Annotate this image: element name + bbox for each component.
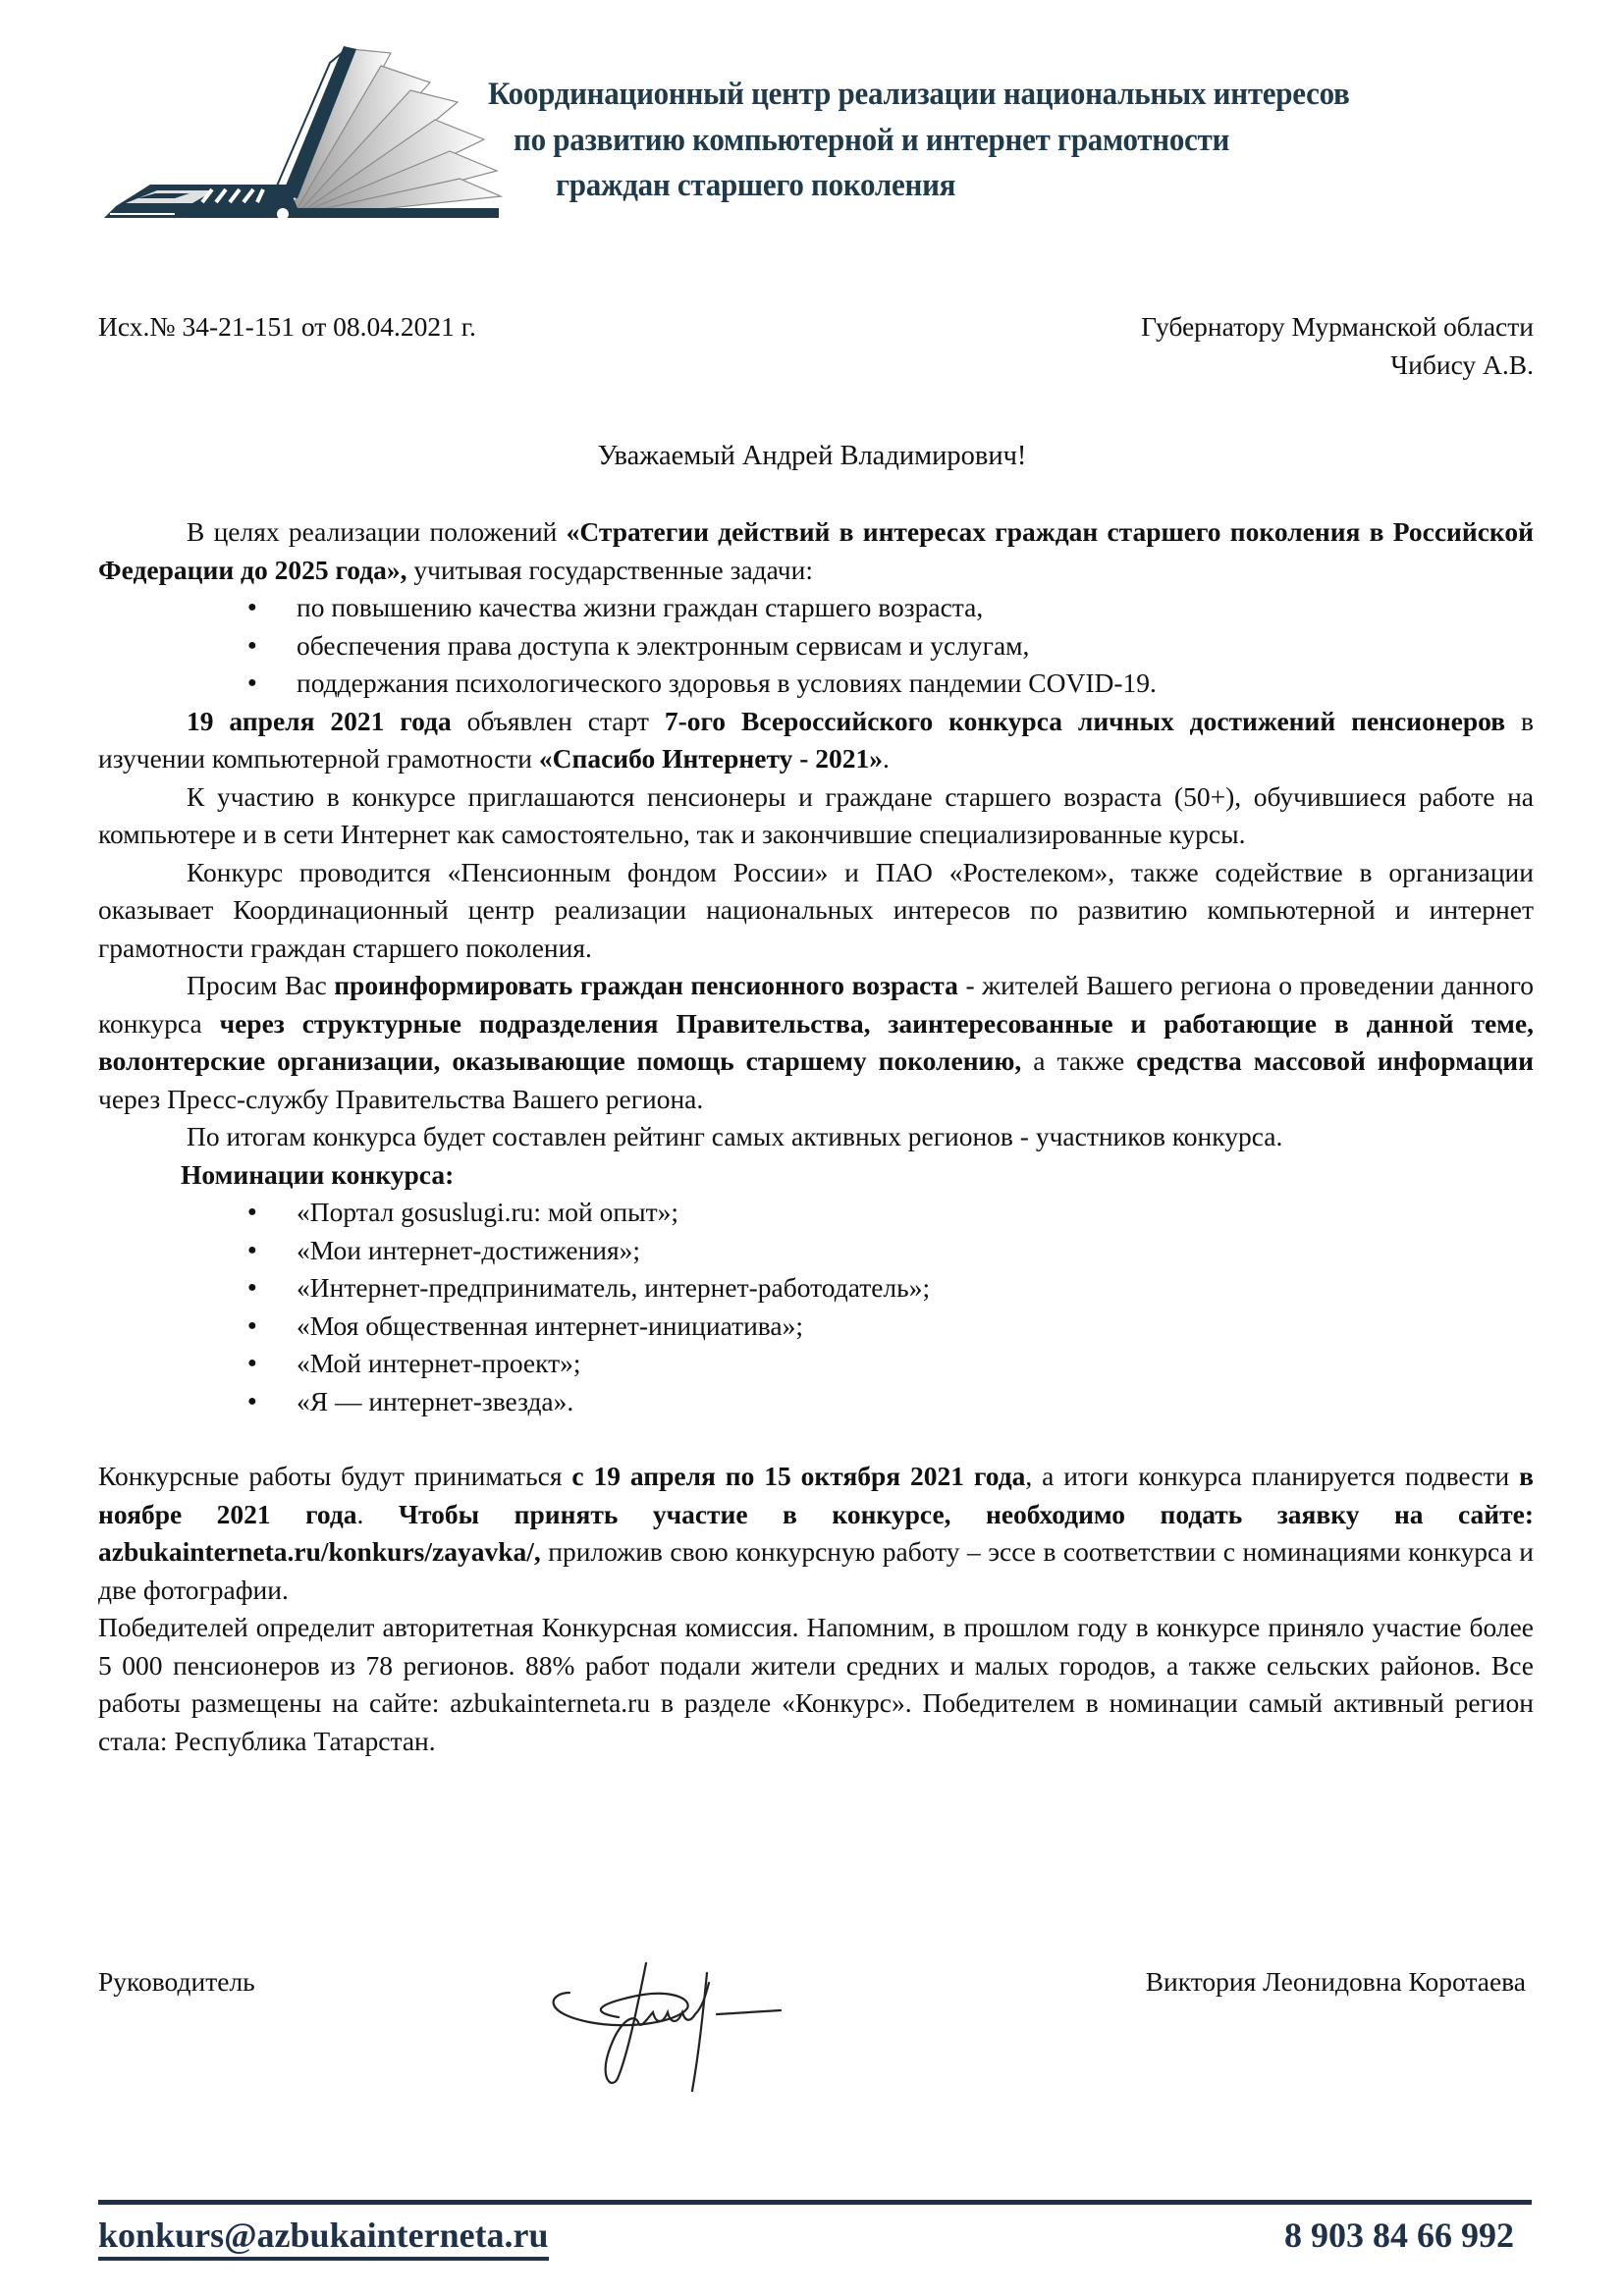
text: в изучении компьютерной грамотности: [98, 705, 1534, 774]
paragraph-deadlines: [98, 1458, 1534, 1609]
emphasis: с 19 апреля по 15 октября 2021 года: [571, 1461, 1026, 1491]
list-item: ● обеспечения права доступа к электронным сервисам и услугам,: [98, 627, 1534, 666]
list-item: ● по повышению качества жизни граждан старшего возраста,: [98, 589, 1534, 627]
text: , а итоги конкурса планируется подвести: [1025, 1461, 1520, 1491]
text: Конкурсные работы будут приниматься: [98, 1461, 572, 1491]
org-name-line-2: по развитию компьютерной и интернет грамотности: [514, 123, 1230, 158]
list-item: ● «Я — интернет-звезда».: [98, 1383, 1534, 1421]
text: а также: [1021, 1045, 1137, 1076]
list-item: ● «Мои интернет-достижения»;: [98, 1232, 1534, 1270]
list-item: ● «Портал gosuslugi.ru: мой опыт»;: [98, 1194, 1534, 1232]
text: через Пресс-службу Правительства Вашего региона.: [98, 1083, 704, 1114]
signatory-name: Виктория Леонидовна Коротаева: [1145, 1966, 1526, 1997]
org-name-line-1: Координационный центр реализации национальных интересов: [488, 77, 1350, 112]
nominations-list: [98, 1194, 1534, 1420]
emphasis: проинформировать граждан пенсионного возраста: [334, 970, 958, 1000]
signature-icon: [530, 1953, 923, 2101]
recipient-name: Чибису А.В.: [1390, 348, 1534, 380]
recipient-block: [1141, 308, 1534, 384]
text: объявлен старт: [451, 705, 665, 736]
spacer: [98, 1420, 1534, 1458]
text: .: [356, 1498, 399, 1529]
emphasis: в ноябре 2021 года: [98, 1461, 1534, 1529]
paragraph-announcement: [98, 703, 1534, 778]
text: - жителей Вашего региона о проведении данного конкурса: [98, 970, 1535, 1039]
start-date: 19 апреля 2021 года: [187, 705, 452, 736]
letter-body: [98, 513, 1534, 1760]
list-item: ● поддержания психологического здоровья в условиях пандемии COVID-19.: [98, 665, 1534, 703]
text: В целях реализации положений: [187, 516, 567, 547]
paragraph-results: Победителей определит авторитетная Конкурсная комиссия. Напомним, в прошлом году в конкурсе приняло участие более 5 000 пенсионеров из 78 регионов. 88% работ подали жители средних и малых городов, а также сельских районов. Все работы размещены на сайте: azbukainterneta.ru в разделе «Конкурс». Победителем в номинации самый активный регион стала: Республика Татарстан.: [98, 1612, 1534, 1756]
text: приложив свою конкурсную работу – эссе в соответствии с номинациями конкурса и две фотографии.: [98, 1536, 1534, 1605]
application-link[interactable]: Чтобы принять участие в конкурсе, необходимо подать заявку на сайте: azbukainterneta.ru/konkurs/zayavka/,: [98, 1498, 1534, 1567]
tasks-list: [98, 589, 1534, 703]
contest-title: «Спасибо Интернету - 2021»: [538, 743, 884, 774]
strategy-title: «Стратегии действий в интересах граждан старшего поколения в Российской Федерации до 2025 года»,: [98, 516, 1534, 585]
paragraph-participants: К участию в конкурсе приглашаются пенсионеры и граждане старшего возраста (50+), обучившиеся работе на компьютере и в сети Интернет как самостоятельно, так и закончившие специализированные курсы.: [98, 780, 1534, 849]
outgoing-reference: Исх.№ 34-21-151 от 08.04.2021 г.: [98, 311, 476, 342]
paragraph-rating: По итогам конкурса будет составлен рейтинг самых активных регионов - участников конкурса.: [187, 1121, 1283, 1151]
paragraph-organizers: Конкурс проводится «Пенсионным фондом России» и ПАО «Ростелеком», также содействие в организации оказывает Координационный центр реализации национальных интересов по развитию компьютерной и интернет грамотности граждан старшего поколения.: [98, 856, 1534, 963]
nominations-title: Номинации конкурса:: [181, 1158, 455, 1190]
greeting: Уважаемый Андрей Владимирович!: [597, 441, 1027, 471]
recipient-title: Губернатору Мурманской области: [1141, 311, 1534, 342]
list-item: ● «Моя общественная интернет-инициатива»;: [98, 1308, 1534, 1346]
org-name-line-3: граждан старшего поколения: [556, 168, 956, 203]
signatory-role: Руководитель: [98, 1966, 255, 1997]
emphasis: средства массовой информации: [1136, 1045, 1534, 1076]
list-item: ● «Мой интернет-проект»;: [98, 1345, 1534, 1383]
text: учитывая государственные задачи:: [406, 554, 813, 585]
footer-divider: [98, 2200, 1532, 2205]
emphasis: через структурные подразделения Правительства, заинтересованные и работающие в данной теме, волонтерские организации, оказывающие помощь старшему поколению,: [98, 1007, 1534, 1076]
list-item: ● «Интернет-предприниматель, интернет-работодатель»;: [98, 1269, 1534, 1308]
footer-email-link[interactable]: konkurs@azbukainterneta.ru: [98, 2215, 549, 2261]
laptop-book-logo-icon: [96, 41, 509, 238]
paragraph-request: [98, 967, 1534, 1118]
contest-name: 7-ого Всероссийского конкурса личных достижений пенсионеров: [664, 705, 1506, 736]
paragraph-strategy: [98, 513, 1534, 589]
footer-phone: 8 903 84 66 992: [1284, 2216, 1514, 2255]
text: .: [883, 743, 890, 774]
text: Просим Вас: [187, 970, 335, 1000]
